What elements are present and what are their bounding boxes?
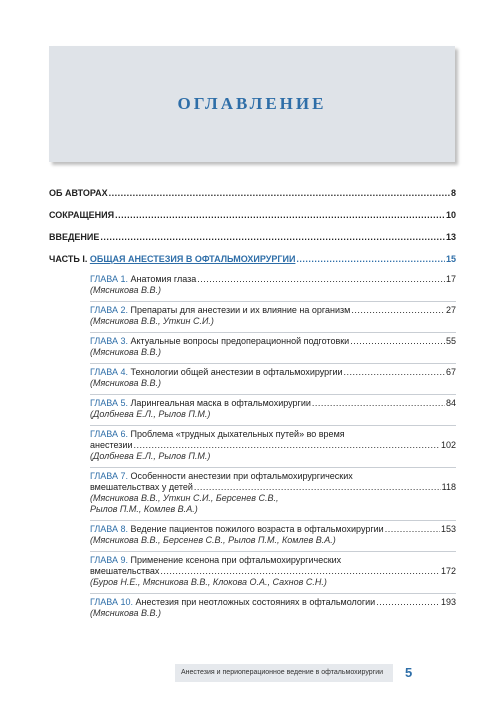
toc-entry-label: ОБ АВТОРАХ — [49, 188, 108, 198]
toc-entry-page: 8 — [450, 188, 456, 198]
chapter-title-line — [90, 555, 456, 566]
chapter-title-text: Технологии общей анестезии в офтальмохирургии — [130, 367, 343, 377]
chapter-authors: (Мясникова В.В., Уткин С.И.) — [90, 316, 214, 326]
dot-leader — [109, 188, 450, 199]
chapter-number: ГЛАВА 3. — [90, 336, 128, 346]
chapter-authors: (Мясникова В.В.) — [90, 378, 162, 388]
chapter-authors: Рылов П.М., Комлев В.А.) — [90, 504, 198, 514]
dot-leader — [385, 524, 440, 535]
page-title: ОГЛАВЛЕНИЕ — [177, 94, 327, 113]
chapter-title-line — [90, 336, 456, 347]
part-prefix: ЧАСТЬ I. — [49, 254, 88, 264]
chapter-title-text: анестезии — [90, 440, 133, 450]
toc-entry-abbreviations[interactable] — [49, 210, 456, 221]
toc-entry-label: ВВЕДЕНИЕ — [49, 232, 100, 242]
page-number: 5 — [405, 665, 413, 680]
toc-part-1[interactable] — [49, 254, 456, 265]
chapter-authors: (Мясникова В.В.) — [90, 285, 162, 295]
dot-leader — [351, 305, 445, 316]
chapter-authors: (Мясникова В.В.) — [90, 347, 162, 357]
part-title: ОБЩАЯ АНЕСТЕЗИЯ В ОФТАЛЬМОХИРУРГИИ — [89, 254, 296, 264]
toc-chapter-9[interactable] — [90, 552, 456, 594]
chapter-list — [90, 271, 456, 624]
chapter-title-text: Анатомия глаза — [130, 274, 197, 284]
chapter-number: ГЛАВА 9. — [90, 555, 128, 565]
toc-chapter-5[interactable] — [90, 395, 456, 426]
chapter-label — [90, 398, 311, 409]
dot-leader — [296, 254, 445, 265]
chapter-page: 67 — [445, 367, 456, 377]
chapter-title-line — [90, 305, 456, 316]
chapter-page: 27 — [445, 305, 456, 315]
chapter-number: ГЛАВА 8. — [90, 524, 128, 534]
toc-entry-introduction[interactable] — [49, 232, 456, 243]
chapter-title-line — [90, 524, 456, 535]
chapter-label — [90, 597, 375, 608]
dot-leader — [197, 274, 445, 285]
title-box — [49, 46, 455, 162]
chapter-title-text: Проблема «трудных дыхательных путей» во время — [130, 429, 345, 439]
toc-chapter-2[interactable] — [90, 302, 456, 333]
toc-chapter-8[interactable] — [90, 521, 456, 552]
chapter-authors: (Мясникова В.В., Берсенев С.В., Рылов П.М., Комлев В.А.) — [90, 535, 336, 545]
dot-leader — [376, 597, 440, 608]
dot-leader — [134, 440, 440, 451]
chapter-title-line — [90, 597, 456, 608]
chapter-title-text: Особенности анестезии при офтальмохирургических — [130, 471, 353, 481]
chapter-title-text: Анестезия при неотложных состояниях в офтальмологии — [135, 597, 376, 607]
chapter-title-line — [90, 274, 456, 285]
chapter-number: ГЛАВА 10. — [90, 597, 133, 607]
chapter-title-last-line — [90, 566, 456, 577]
dot-leader — [350, 336, 445, 347]
chapter-page: 118 — [441, 482, 456, 492]
dot-leader — [100, 232, 445, 243]
chapter-title-line — [90, 429, 456, 440]
chapter-page: 55 — [445, 336, 456, 346]
chapter-authors: (Мясникова В.В.) — [90, 608, 162, 618]
chapter-title-text: Применение ксенона при офтальмохирургических — [130, 555, 342, 565]
chapter-number: ГЛАВА 6. — [90, 429, 128, 439]
chapter-label — [90, 524, 384, 535]
chapter-title-text: Ведение пациентов пожилого возраста в офтальмохирургии — [130, 524, 384, 534]
chapter-number: ГЛАВА 1. — [90, 274, 128, 284]
table-of-contents — [49, 188, 456, 624]
chapter-authors: (Буров Н.Е., Мясникова В.В., Клокова О.А., Сахнов С.Н.) — [90, 577, 327, 587]
chapter-label — [90, 274, 196, 285]
chapter-label — [90, 336, 349, 347]
page-footer — [0, 662, 500, 684]
chapter-authors: (Долбнева Е.Л., Рылов П.М.) — [90, 409, 211, 419]
toc-entry-page: 10 — [445, 210, 456, 220]
chapter-page: 172 — [440, 566, 456, 576]
part-page: 15 — [445, 254, 456, 264]
chapter-authors: (Мясникова В.В., Уткин С.И., Берсенев С.В., — [90, 493, 279, 503]
dot-leader — [115, 210, 445, 221]
part-label — [49, 254, 295, 265]
chapter-title-line — [90, 367, 456, 378]
toc-chapter-6[interactable] — [90, 426, 456, 468]
running-title: Анестезия и периоперационное ведение в офтальмохирургии — [181, 669, 384, 676]
chapter-page: 153 — [440, 524, 456, 534]
dot-leader — [194, 482, 441, 493]
chapter-title-last-line — [90, 440, 456, 451]
chapter-title-last-line — [90, 482, 456, 493]
toc-chapter-1[interactable] — [90, 271, 456, 302]
toc-entry-about-authors[interactable] — [49, 188, 456, 199]
chapter-title-text: Ларингеальная маска в офтальмохирургии — [130, 398, 311, 408]
chapter-title-line — [90, 398, 456, 409]
chapter-label — [90, 367, 343, 378]
chapter-number: ГЛАВА 4. — [90, 367, 128, 377]
chapter-title-text: вмешательствах — [90, 566, 160, 576]
chapter-page: 193 — [440, 597, 456, 607]
chapter-title-text: Актуальные вопросы предоперационной подготовки — [130, 336, 350, 346]
toc-chapter-10[interactable] — [90, 594, 456, 624]
chapter-title-text: Препараты для анестезии и их влияние на организм — [130, 305, 351, 315]
toc-chapter-7[interactable] — [90, 468, 456, 521]
chapter-page: 102 — [440, 440, 456, 450]
chapter-number: ГЛАВА 5. — [90, 398, 128, 408]
chapter-number: ГЛАВА 7. — [90, 471, 128, 481]
toc-entry-label: СОКРАЩЕНИЯ — [49, 210, 115, 220]
dot-leader — [160, 566, 440, 577]
chapter-title-line — [90, 471, 456, 482]
toc-chapter-3[interactable] — [90, 333, 456, 364]
chapter-authors: (Долбнева Е.Л., Рылов П.М.) — [90, 451, 211, 461]
chapter-page: 17 — [445, 274, 456, 284]
toc-entry-page: 13 — [445, 232, 456, 242]
chapter-title-text: вмешательствах у детей — [90, 482, 193, 492]
chapter-label — [90, 305, 350, 316]
chapter-number: ГЛАВА 2. — [90, 305, 128, 315]
toc-chapter-4[interactable] — [90, 364, 456, 395]
chapter-page: 84 — [445, 398, 456, 408]
dot-leader — [344, 367, 445, 378]
dot-leader — [312, 398, 445, 409]
